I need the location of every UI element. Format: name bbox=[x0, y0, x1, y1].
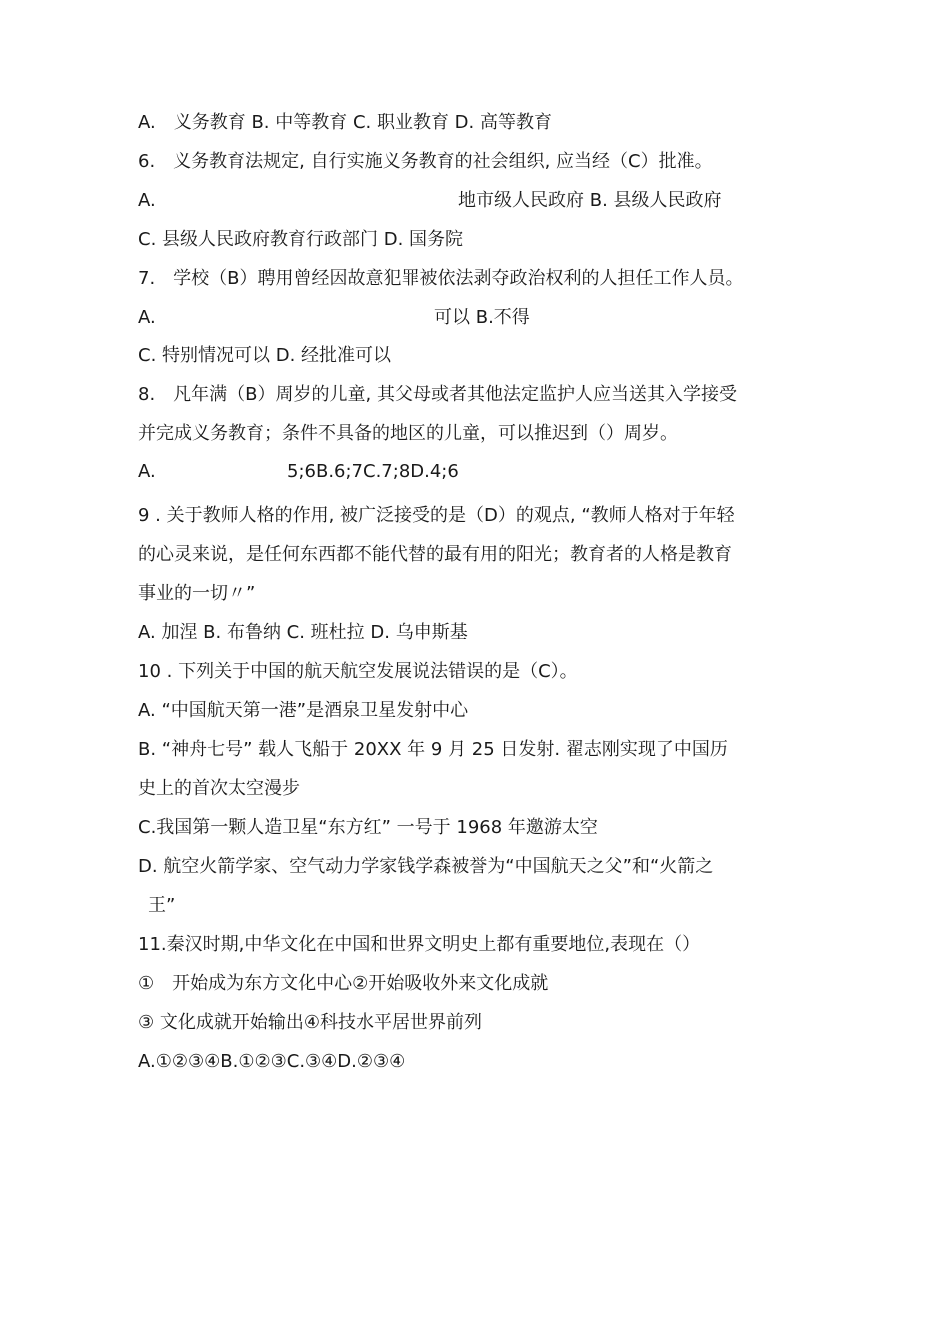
option-line-q6-cd: C. 县级人民政府教育行政部门 D. 国务院 bbox=[138, 229, 464, 250]
option-line-q7-ab: 可以 B.不得 bbox=[434, 307, 530, 328]
statement-line1-q11: ① 开始成为东方文化中心②开始吸收外来文化成就 bbox=[138, 973, 549, 994]
question-7: 7. 学校（B）聘用曾经因故意犯罪被依法剥夺政治权利的人担任工作人员。 bbox=[138, 268, 744, 289]
option-line-q7-cd: C. 特别情况可以 D. 经批准可以 bbox=[138, 345, 392, 366]
option-line-q9: A. 加涅 B. 布鲁纳 C. 班杜拉 D. 乌申斯基 bbox=[138, 622, 468, 643]
option-b-q10-line1: B. “神舟七号” 载人飞船于 20XX 年 9 月 25 日发射. 翟志刚实现了中国历 bbox=[138, 739, 728, 760]
question-8-line1: 8. 凡年满（B）周岁的儿童, 其父母或者其他法定监护人应当送其入学接受 bbox=[138, 384, 737, 405]
option-d-q10-line2: 王” bbox=[148, 895, 176, 916]
option-line-q6-ab: 地市级人民政府 B. 县级人民政府 bbox=[458, 190, 722, 211]
option-a-label-q6: A. bbox=[138, 190, 156, 211]
option-d-q10-line1: D. 航空火箭学家、空气动力学家钱学森被誉为“中国航天之父”和“火箭之 bbox=[138, 856, 714, 877]
question-10: 10 . 下列关于中国的航天航空发展说法错误的是（C）。 bbox=[138, 661, 578, 682]
option-a-q10: A. “中国航天第一港”是酒泉卫星发射中心 bbox=[138, 700, 469, 721]
question-9-line2: 的心灵来说，是任何东西都不能代替的最有用的阳光；教育者的人格是教育 bbox=[138, 544, 732, 565]
question-9-line1: 9 . 关于教师人格的作用, 被广泛接受的是（D）的观点, “教师人格对于年轻 bbox=[138, 505, 735, 526]
question-8-line2: 并完成义务教育；条件不具备的地区的儿童，可以推迟到（）周岁。 bbox=[138, 423, 678, 444]
question-11: 11.秦汉时期,中华文化在中国和世界文明史上都有重要地位,表现在（） bbox=[138, 934, 701, 955]
option-line-q11: A.①②③④B.①②③C.③④D.②③④ bbox=[138, 1051, 406, 1072]
question-9-line3: 事业的一切〃” bbox=[138, 583, 256, 604]
option-b-q10-line2: 史上的首次太空漫步 bbox=[138, 778, 300, 799]
option-c-q10: C.我国第一颗人造卫星“东方红” 一号于 1968 年邀游太空 bbox=[138, 817, 598, 838]
statement-line2-q11: ③ 文化成就开始输出④科技水平居世界前列 bbox=[138, 1012, 482, 1033]
option-line-q8: 5;6B.6;7C.7;8D.4;6 bbox=[287, 461, 459, 482]
question-6: 6. 义务教育法规定, 自行实施义务教育的社会组织, 应当经（C）批准。 bbox=[138, 151, 713, 172]
option-a-label-q8: A. bbox=[138, 461, 156, 482]
option-line-q5: A. 义务教育 B. 中等教育 C. 职业教育 D. 高等教育 bbox=[138, 112, 552, 133]
option-a-label-q7: A. bbox=[138, 307, 156, 328]
